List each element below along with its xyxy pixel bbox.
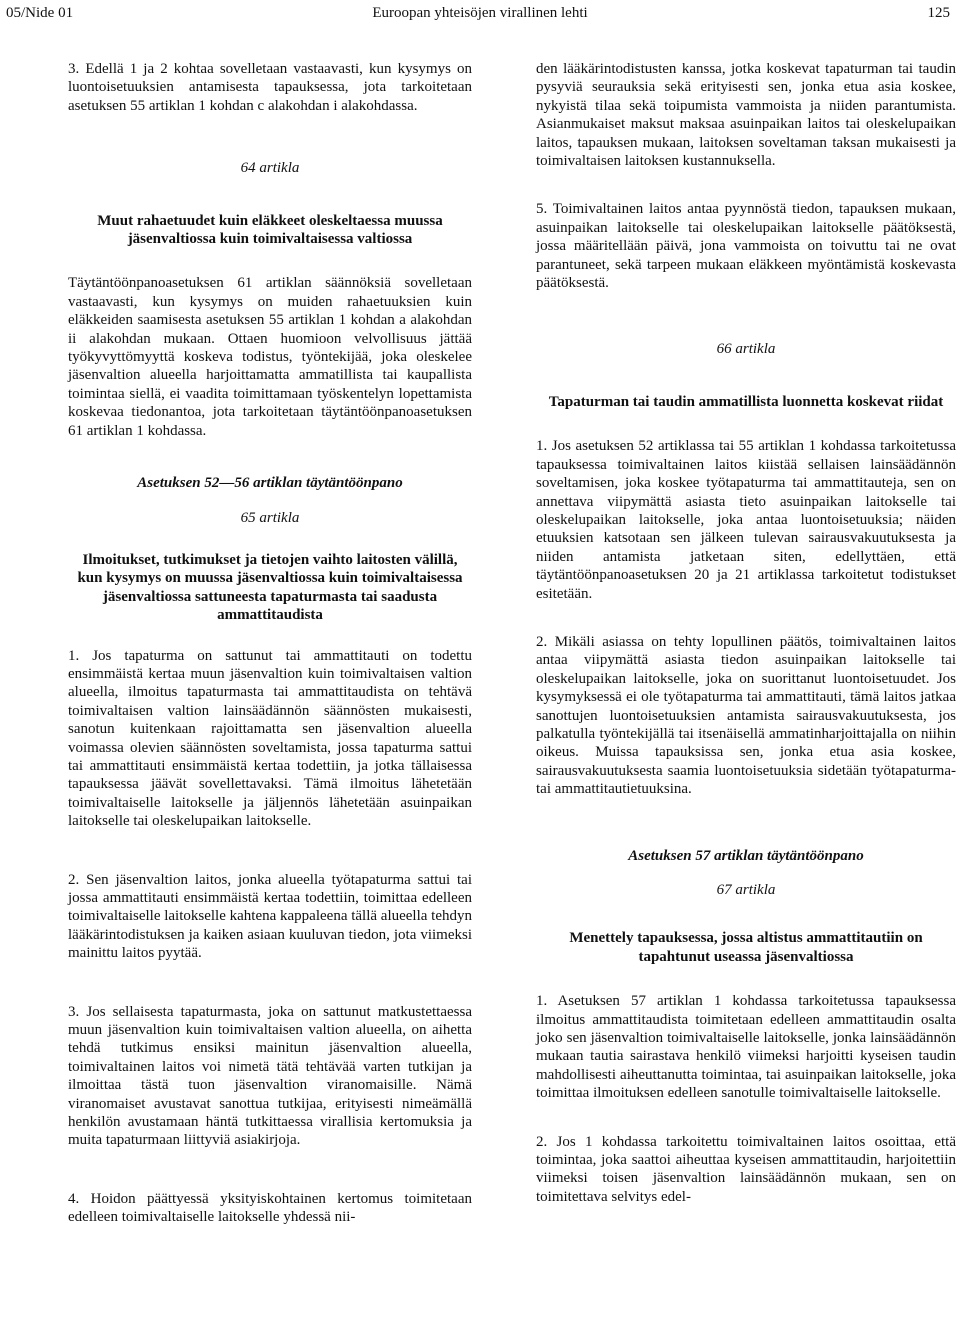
left-column xyxy=(68,60,472,1237)
paragraph: 1. Jos tapaturma on sattunut tai ammattitauti on todettu ensimmäistä kertaa muun jäsenvaltion kuin toimivaltaisen valtion alueella, ilmoitus tapaturmasta tai ammattitaudista on tehtävä toimivaltaisen valtion lainsäädännön säännösten mukaisesti, sanotun kuitenkaan rajoittamatta sen jäsenvaltion alueella voimassa olevien säännösten soveltamista, jossa tapaturma sattui tai ammattitauti ensimmäistä kertaa todettiin, ja jotka tällaisessa tapauksessa jäävät sovellettavaksi. Tämä ilmoitus lähetetään toimivaltaiselle laitokselle ja jäljennös lähetetään asuinpaikan laitokselle tai oleskelupaikan laitokselle. xyxy=(68,647,472,830)
page-header xyxy=(0,0,960,40)
paragraph: 4. Hoidon päättyessä yksityiskohtainen kertomus toimitetaan edelleen toimivaltaiselle laitokselle yhdessä nii- xyxy=(68,1190,472,1226)
article-title: Muut rahaetuudet kuin eläkkeet oleskeltaessa muussa jäsenvaltiossa kuin toimivaltaisessa valtiossa xyxy=(97,212,443,248)
article-number: 65 artikla xyxy=(240,509,300,526)
paragraph: Täytäntöönpanoasetuksen 61 artiklan säännöksiä sovelletaan vastaavasti, kun kysymys on muiden rahaetuuksien kuin eläkkeiden saamisesta asetuksen 55 artiklan 1 kohdan a alakohdan ii alakohdan mukaan. Ottaen huomioon velvollisuus jättää työkyvyttömyyttä koskeva todistus, työntekijää, joka oleskelee jäsenvaltion alueella harjoittamatta ammatillista tai kaupallista toimintaa siellä, ei vaadita toimittamaan työskentelyn lopettamista koskevaa tiedonantoa, jota tarkoitetaan täytäntöönpanoasetuksen 61 artiklan 1 kohdassa. xyxy=(68,275,472,439)
paragraph: 2. Mikäli asiassa on tehty lopullinen päätös, toimivaltainen laitos antaa viipymättä asiasta tiedon asuinpaikan laitokselle tai oleskelupaikan laitokselle, joka on suorittanut luontoisetuudet. Jos kysymyksessä ei ole työtapaturma tai ammattitauti, tämä laitos jatkaa sanottujen luontoisetuuksien antamista sairausvakuutuksesta, jos palkatulla työntekijällä tai itsenäisellä ammatinharjoittajalla on niihin oikeus. Muissa tapauksissa sen, jonka etua asia koskee, sairausvakuutuksesta saamia luontoisetuuksia sidetään työtapaturma- tai ammattitautietuuksina. xyxy=(536,633,956,798)
journal-title: Euroopan yhteisöjen virallinen lehti xyxy=(372,5,588,21)
paragraph: den lääkärintodistusten kanssa, jotka koskevat tapaturman tai taudin pysyviä seurauksia sekä erityisesti sen, jonka etua asia koskee, nykyistä tilaa sekä toipumista vammoista ja niiden parantumista. Asianmukaiset maksut maksaa asuinpaikan laitos tai oleskelupaikan laitos, tapauksen mukaan, laitoksen soveltaman taksan mukaisesti ja toimivaltaisen laitoksen kustannuksella. xyxy=(536,61,956,170)
paragraph: 1. Asetuksen 57 artiklan 1 kohdassa tarkoitetussa tapauksessa ilmoitus ammattitaudista toimitetaan edelleen ammattitaudin osalta joko sen jäsenvaltion toimivaltaiselle laitokselle, jonka lainsäädännön mukaan tautia sairastava henkilö viimeksi harjoitti kyseisen taudin mahdollisesti aiheuttanutta toimintaa, tai asuinpaikan laitokselle, joka toimittaa ilmoituksen edelleen sanotulle toimivaltaiselle laitokselle. xyxy=(536,993,956,1102)
article-number: 67 artikla xyxy=(716,882,776,898)
section-title: Asetuksen 52—56 artiklan täytäntöönpano xyxy=(137,475,403,492)
article-title: Menettely tapauksessa, jossa altistus ammattitautiin on tapahtunut useassa jäsenvaltiossa xyxy=(569,930,923,965)
journal-issue: 05/Nide 01 xyxy=(6,5,74,21)
page-number: 125 xyxy=(927,5,950,21)
article-number: 66 artikla xyxy=(716,341,776,358)
paragraph: 1. Jos asetuksen 52 artiklassa tai 55 artiklan 1 kohdassa tarkoitetussa tapauksessa toimivaltainen laitos kiistää sellaisen lainsäädännön soveltamisen, joka koskee työtapaturma tai ammattitauteja, sen on annettava viipymättä asiasta tieto asuinpaikan laitokselle tai oleskelupaikan laitokselle, joka antaa luontoisetuuksia; näiden etuuksien katsotaan sen jälkeen tulevan sairausvakuutuksesta ja niiden antamista jatketaan siten, edellyttäen, että täytäntöönpanoasetuksen 20 ja 21 artiklassa tarkoitetut todistukset esitetään. xyxy=(536,438,956,602)
paragraph: 2. Sen jäsenvaltion laitos, jonka alueella työtapaturma sattui tai jossa ammattitauti ensimmäistä kertaa todettiin, toimittaa edelleen toimivaltaiselle laitokselle kahtena kappaleena tällä alueella tehdyn lääkärintodistuksen ja kaiken asiaan kuuluvan tiedon, jota viimeksi mainittu laitos pyytää. xyxy=(68,871,472,962)
paragraph: 2. Jos 1 kohdassa tarkoitettu toimivaltainen laitos osoittaa, että toimintaa, joka saattoi aiheuttaa kyseisen ammattitaudin, harjoitettiin viimeksi toisen jäsenvaltion lainsäädännön mukaan, sen on toimitettava selvitys edel- xyxy=(536,1133,956,1205)
article-number: 64 artikla xyxy=(240,160,300,177)
paragraph: 3. Edellä 1 ja 2 kohtaa sovelletaan vastaavasti, kun kysymys on luontoisetuuksien antamisesta tapauksessa, jota tarkoitetaan asetuksen 55 artiklan 1 kohdan c alakohdan i alakohdassa. xyxy=(68,61,472,114)
article-title: Tapaturman tai taudin ammatillista luonnetta koskevat riidat xyxy=(548,393,944,410)
paragraph: 3. Jos sellaisesta tapaturmasta, joka on sattunut matkustettaessa muun jäsenvaltion kuin toimivaltaisen valtion alueella, on aihetta tehdä tutkimus ensiksi mainitun jäsenvaltion alueella, toimivaltainen laitos voi nimetä tätä tehtävää varten tutkijan ja ilmoittaa tästä tuon jäsenvaltion viranomaisille. Nämä viranomaiset avustavat sanottua tutkijaa, erityisesti nimeämällä henkilön avustamaan häntä tutkittaessa virallisia kertomuksia ja muita tapaturmaan liittyviä asiakirjoja. xyxy=(68,1003,472,1149)
section-title: Asetuksen 57 artiklan täytäntöönpano xyxy=(628,847,864,864)
right-column xyxy=(536,60,956,1216)
paragraph: 5. Toimivaltainen laitos antaa pyynnöstä tiedon, tapauksen mukaan, asuinpaikan laitokselle tai oleskelupaikan laitokselle päätöksestä, jossa määritellään päivä, jona vammoista on toivuttu tai ne ovat parantuneet, sekä tarpeen mukaan eläkkeen myöntämistä koskevasta päätöksestä. xyxy=(536,201,956,292)
article-title: Ilmoitukset, tutkimukset ja tietojen vaihto laitosten välillä, kun kysymys on muussa jäsenvaltiossa kuin toimivaltaisessa jäsenvaltiossa sattuneesta tapaturmasta tai saadusta ammattitaudista xyxy=(77,551,463,624)
